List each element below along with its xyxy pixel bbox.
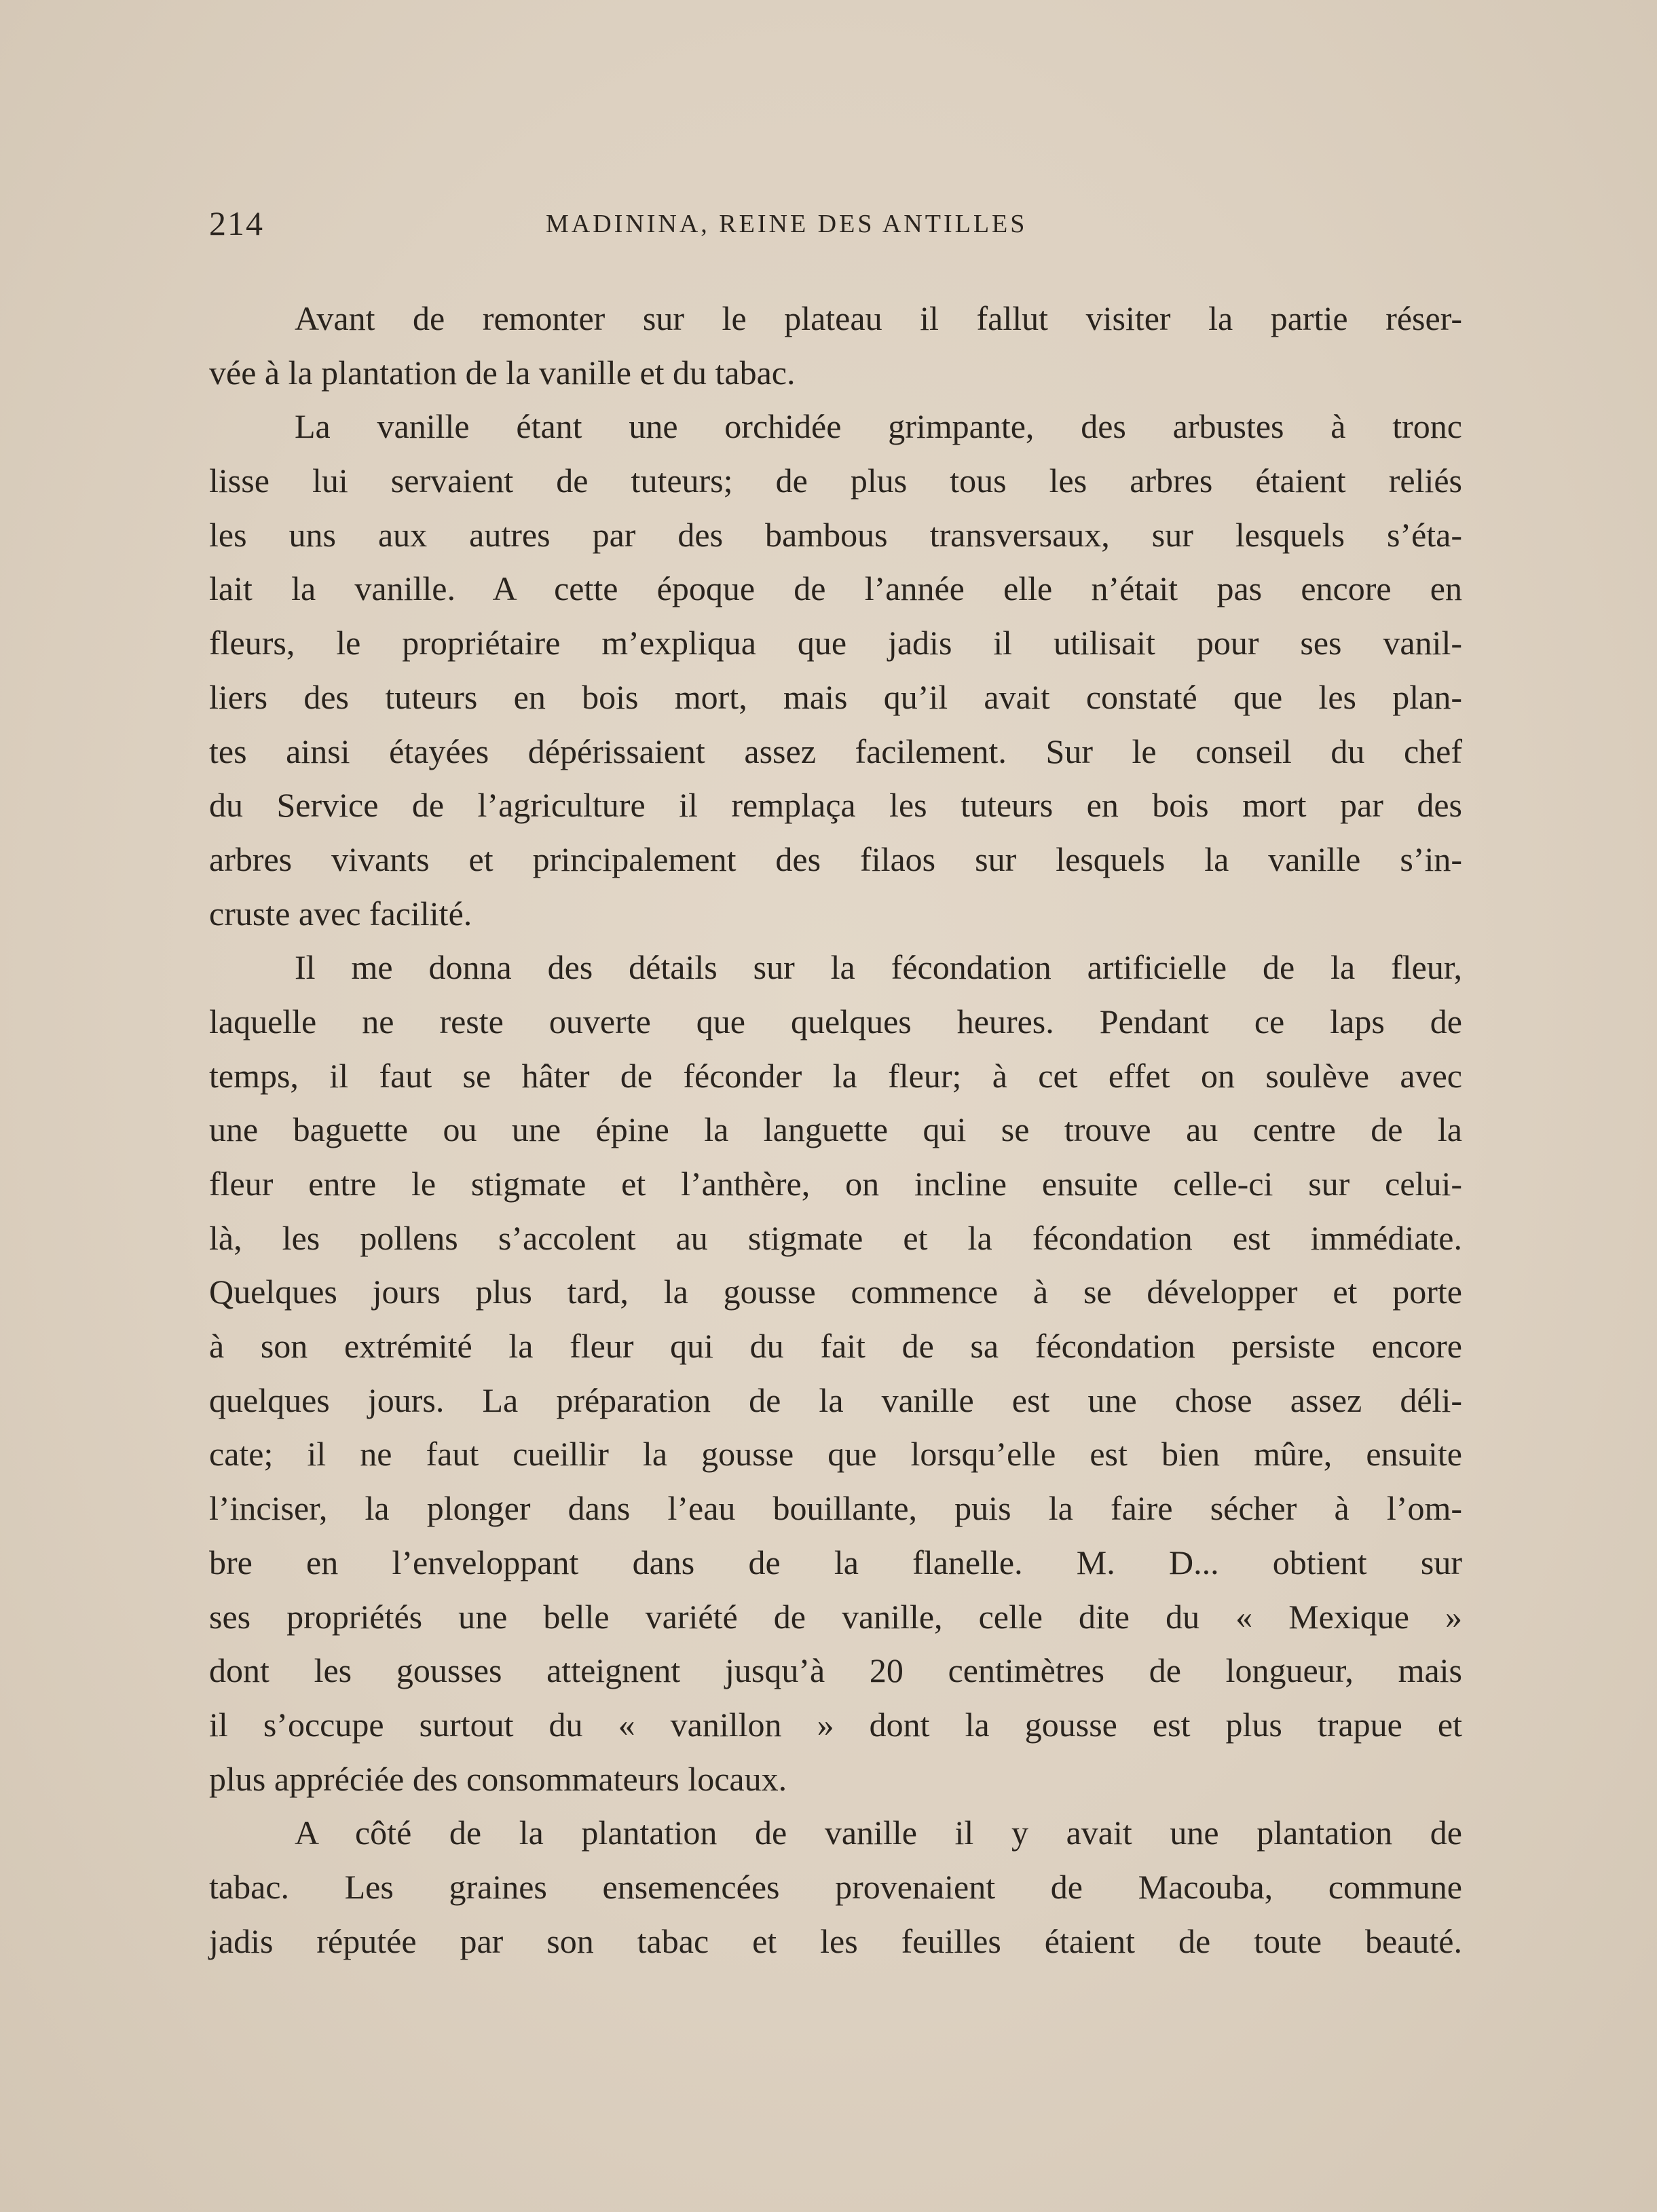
text-line: tabac. Les graines ensemencées provenaient de Macouba, commune: [209, 1867, 1462, 1906]
text-line: une baguette ou une épine la languette qui se trouve au centre de la: [209, 1110, 1462, 1149]
text-line: lait la vanille. A cette époque de l’année elle n’était pas encore en: [209, 569, 1462, 608]
text-line: tes ainsi étayées dépérissaient assez facilement. Sur le conseil du chef: [209, 732, 1462, 770]
running-title: MADININA, REINE DES ANTILLES: [546, 210, 1028, 238]
text-line: temps, il faut se hâter de féconder la fleur; à cet effet on soulève avec: [209, 1056, 1462, 1095]
text-line: lisse lui servaient de tuteurs; de plus tous les arbres étaient reliés: [209, 462, 1462, 500]
page-number: 214: [209, 204, 264, 242]
text-line: laquelle ne reste ouverte que quelques heures. Pendant ce laps de: [209, 1002, 1462, 1041]
text-line: Il me donna des détails sur la fécondation artificielle de la fleur,: [295, 948, 1462, 987]
body-text: [209, 292, 1462, 1968]
page-header: [209, 204, 1478, 251]
text-line: fleurs, le propriétaire m’expliqua que jadis il utilisait pour ses vanil-: [209, 624, 1462, 662]
text-line: les uns aux autres par des bambous transversaux, sur lesquels s’éta-: [209, 515, 1462, 554]
text-line: là, les pollens s’accolent au stigmate et la fécondation est immédiate.: [209, 1218, 1462, 1257]
text-line: A côté de la plantation de vanille il y avait une plantation de: [295, 1814, 1462, 1852]
text-line: du Service de l’agriculture il remplaça les tuteurs en bois mort par des: [209, 786, 1462, 825]
text-line: Avant de remonter sur le plateau il fallut visiter la partie réser-: [295, 299, 1462, 337]
text-line: Quelques jours plus tard, la gousse commence à se développer et porte: [209, 1273, 1462, 1311]
text-line: cruste avec facilité.: [209, 894, 472, 933]
text-line: quelques jours. La préparation de la vanille est une chose assez déli-: [209, 1381, 1462, 1419]
text-line: dont les gousses atteignent jusqu’à 20 centimètres de longueur, mais: [209, 1651, 1462, 1690]
text-line: fleur entre le stigmate et l’anthère, on incline ensuite celle-ci sur celui-: [209, 1165, 1462, 1203]
text-line: l’inciser, la plonger dans l’eau bouillante, puis la faire sécher à l’om-: [209, 1489, 1462, 1528]
text-line: vée à la plantation de la vanille et du tabac.: [209, 353, 796, 392]
text-line: jadis réputée par son tabac et les feuilles étaient de toute beauté.: [209, 1922, 1462, 1960]
text-line: bre en l’enveloppant dans de la flanelle. M. D... obtient sur: [209, 1543, 1462, 1581]
text-line: il s’occupe surtout du « vanillon » dont la gousse est plus trapue et: [209, 1705, 1462, 1744]
text-line: cate; il ne faut cueillir la gousse que lorsqu’elle est bien mûre, ensuite: [209, 1435, 1462, 1474]
text-line: arbres vivants et principalement des filaos sur lesquels la vanille s’in-: [209, 840, 1462, 878]
text-line: liers des tuteurs en bois mort, mais qu’il avait constaté que les plan-: [209, 677, 1462, 716]
text-line: plus appréciée des consommateurs locaux.: [209, 1759, 787, 1798]
text-line: à son extrémité la fleur qui du fait de sa fécondation persiste encore: [209, 1327, 1462, 1366]
text-line: La vanille étant une orchidée grimpante, des arbustes à tronc: [295, 407, 1462, 446]
text-line: ses propriétés une belle variété de vanille, celle dite du « Mexique »: [209, 1597, 1462, 1636]
